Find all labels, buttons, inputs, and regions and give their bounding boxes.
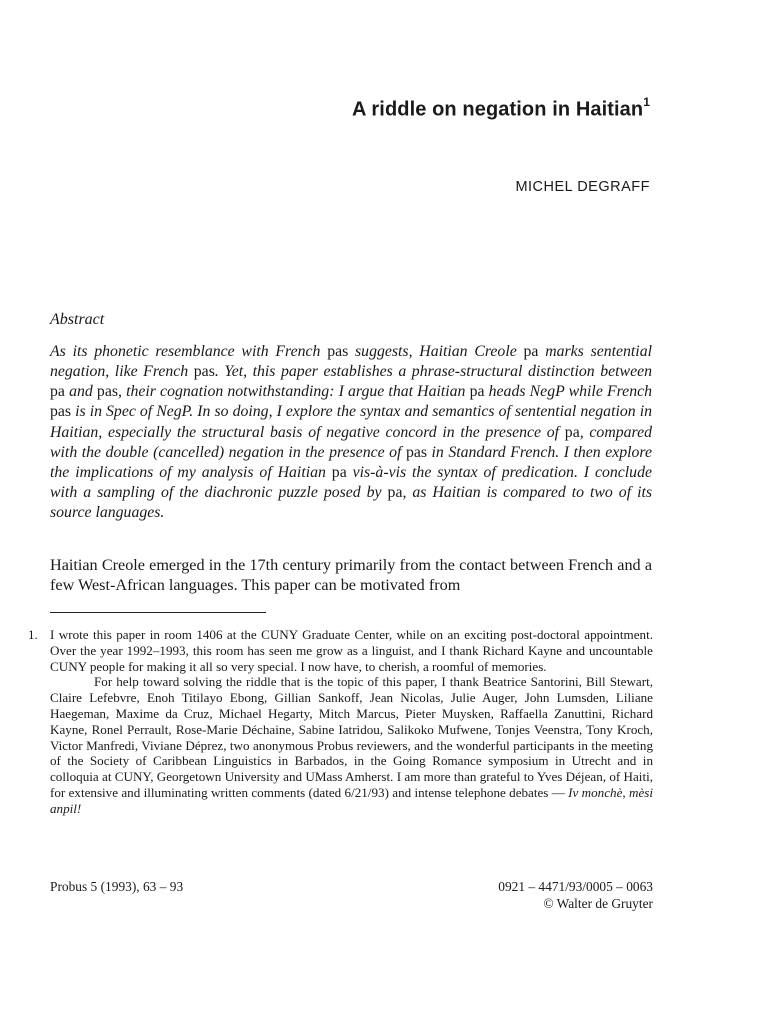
abstract-term: pa bbox=[387, 484, 403, 502]
footnote bbox=[28, 627, 653, 817]
abstract-text: and bbox=[64, 383, 97, 401]
abstract-term: pas bbox=[50, 403, 72, 421]
publication-info bbox=[498, 879, 653, 912]
journal-citation: Probus 5 (1993), 63 – 93 bbox=[50, 879, 184, 894]
footnote-text bbox=[50, 627, 653, 817]
abstract-text: is in Spec of NegP. In so doing, I explore the syntax and semantics of sentential negation in Haitian, especially the structural basis of negative concord in the presence of bbox=[50, 403, 652, 441]
footnote-paragraph-2-text: For help toward solving the riddle that is the topic of this paper, I thank Beatrice Santorini, Bill Stewart, Claire Lefebvre, Enoh Titilayo Ebong, Gillian Sankoff, Jean Nicolas, Julie Auger, John Lumsden, Liliane Haegeman, Maxime da Cruz, Michael Hegarty, Mitch Marcus, Pieter Muysken, Raffaella Zanuttini, Richard Kayne, Ronel Perrault, Rose-Marie Déchaine, Sabine Iatridou, Salikoko Mufwene, Tonjes Veenstra, Tony Kroch, Victor Manfredi, Viviane Déprez, two anonymous Probus reviewers, and the wonderful participants in the meeting of the Society of Caribbean Linguistics in Barbados, in the Going Romance symposium in Utrecht and in colloquia at CUNY, Georgetown University and UMass Amherst. I am more than grateful to Yves Déjean, of Haiti, for extensive and illuminating written comments (dated 6/21/93) and intense telephone debates — bbox=[50, 674, 653, 800]
title-footnote-marker: 1 bbox=[643, 95, 650, 109]
abstract-term: pa bbox=[331, 463, 347, 481]
abstract-text: , compared with the double (cancelled) negation in the presence of bbox=[50, 423, 652, 461]
abstract-term: pa bbox=[469, 383, 485, 401]
footnote-closing-phrase: Iv monchè, mèsi anpil! bbox=[50, 784, 653, 816]
abstract-text: heads NegP while French bbox=[484, 383, 653, 401]
abstract-text: in Standard French. I then explore the implications of my analysis of Haitian bbox=[50, 443, 652, 481]
abstract-term: pa bbox=[564, 423, 580, 441]
abstract-text: , as Haitian is compared to two of its source languages. bbox=[50, 484, 653, 522]
abstract-term: pas bbox=[327, 343, 349, 360]
paper-title bbox=[352, 97, 650, 122]
abstract-text: . Yet, this paper establishes a phrase-structural distinction between bbox=[214, 363, 652, 381]
footnote-paragraph-2 bbox=[50, 674, 653, 816]
abstract-text: marks sentential negation, like French bbox=[50, 343, 652, 381]
author-name: MICHEL DEGRAFF bbox=[515, 179, 650, 195]
abstract-term: pas bbox=[193, 363, 215, 381]
copyright-notice: © Walter de Gruyter bbox=[543, 895, 653, 911]
abstract-text: As its phonetic resemblance with French bbox=[50, 343, 328, 360]
abstract-term: pa bbox=[523, 343, 539, 360]
abstract-body bbox=[50, 342, 652, 523]
body-paragraph: Haitian Creole emerged in the 17th century primarily from the contact between French and a few West-African languages. This paper can be motivated from bbox=[50, 556, 652, 594]
abstract-text: vis-à-vis the syntax of predication. I conclude with a sampling of the diachronic puzzle posed by bbox=[50, 463, 652, 502]
abstract-term: pas bbox=[96, 383, 118, 401]
footnote-divider bbox=[50, 612, 266, 613]
issn-code: 0921 – 4471/93/0005 – 0063 bbox=[498, 879, 653, 894]
abstract-text: , their cognation notwithstanding: I argue that Haitian bbox=[117, 383, 470, 401]
footnote-number: 1. bbox=[28, 627, 38, 642]
abstract-term: pas bbox=[405, 443, 428, 461]
abstract-term: pa bbox=[50, 383, 65, 401]
abstract-heading: Abstract bbox=[50, 311, 105, 328]
footnote-paragraph-1: I wrote this paper in room 1406 at the CUNY Graduate Center, while on an exciting post-doctoral appointment. Over the year 1992–1993, this room has seen me grow as a linguist, and I thank Richard Kayne and uncountable CUNY people for making it all so very special. I now have, to cherish, a roomful of memories. bbox=[50, 627, 653, 674]
abstract-text: suggests, Haitian Creole bbox=[348, 343, 524, 360]
title-text: A riddle on negation in Haitian bbox=[351, 98, 644, 121]
